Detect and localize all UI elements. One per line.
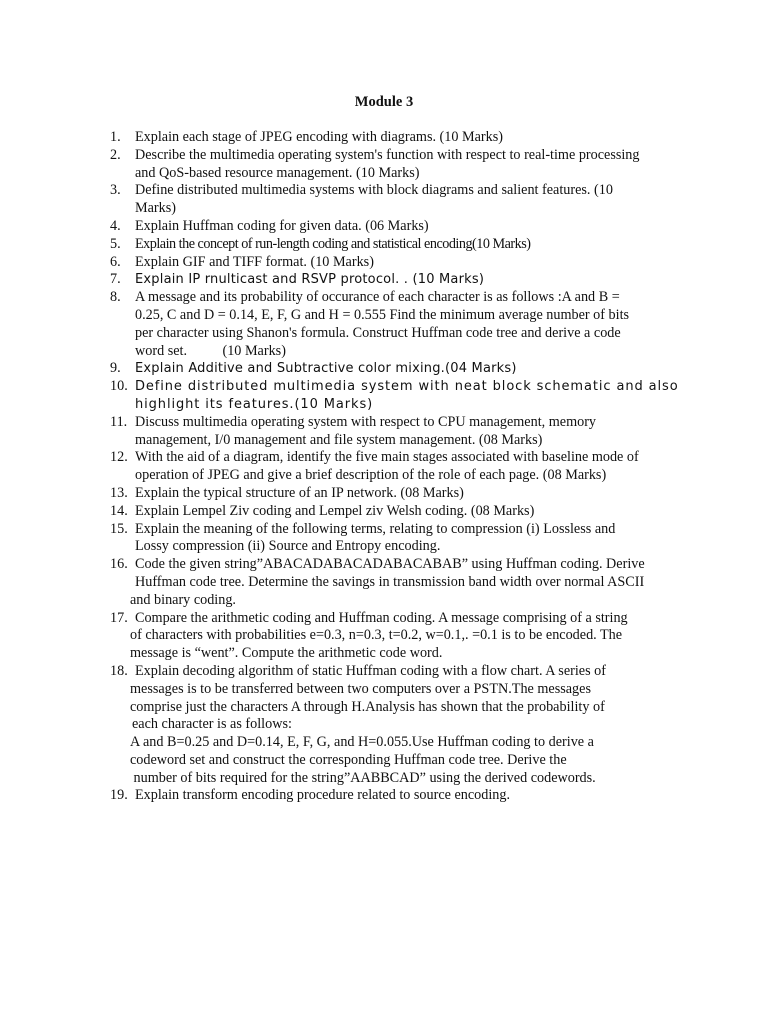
question-item (110, 271, 690, 289)
question-text: With the aid of a diagram, identify the five main stages associated with baseline mode of operation of JPEG and give a brief description of the role of each page. (08 Marks) (135, 449, 639, 484)
question-number: 3. (110, 182, 121, 199)
question-item (110, 414, 690, 450)
question-item (110, 147, 690, 183)
question-number: 1. (110, 129, 121, 145)
question-number: 2. (110, 146, 121, 163)
question-text: Explain transform encoding procedure related to source encoding. (135, 787, 511, 804)
question-number: 12. (110, 449, 128, 466)
question-item (110, 236, 690, 254)
question-number: 6. (110, 253, 121, 270)
question-number: 19. (110, 787, 128, 804)
question-text: Explain the meaning of the following terms, relating to compression (i) Lossless and Lossy compression (ii) Source and Entropy encoding. (135, 520, 616, 555)
question-number: 16. (110, 556, 128, 573)
module-heading: Module 3 (354, 94, 414, 110)
question-number: 7. (110, 271, 121, 288)
question-text: Explain each stage of JPEG encoding with diagrams. (10 Marks) (135, 129, 503, 145)
question-number: 18. (110, 662, 128, 679)
question-item (110, 182, 690, 218)
question-item (110, 218, 690, 236)
question-number: 17. (110, 609, 128, 626)
question-number: 4. (110, 217, 121, 234)
question-item (110, 129, 690, 147)
question-text: Discuss multimedia operating system with respect to CPU management, memory management, I/0 management and file system management. (08 Marks) (135, 413, 597, 448)
question-number: 13. (110, 484, 128, 501)
question-item (110, 485, 690, 503)
question-number: 10. (110, 378, 128, 395)
question-item (110, 360, 690, 378)
question-text: Explain IP rnulticast and RSVP protocol. . (10 Marks) (135, 272, 485, 288)
question-text: Describe the multimedia operating system's function with respect to real-time processing and QoS-based resource management. (10 Marks) (135, 146, 640, 181)
question-item (110, 556, 690, 609)
question-text: Explain Huffman coding for given data. (06 Marks) (135, 217, 429, 234)
question-text: Explain decoding algorithm of static Huffman coding with a flow chart. A series of messages is to be transferred between two computers over a PSTN.The messages comprise just the characters A through H.Analysis has shown that the probability of each character is as follows: A and B=0.25 and D=0.14, E, F, G, and H=0.055.Use Huffman coding to derive a codeword set and construct the corresponding Huffman code tree. Derive the number of bits required for the string”AABBCAD” using the derived codewords. (130, 662, 606, 786)
question-number: 8. (110, 289, 121, 306)
question-item (110, 378, 690, 414)
question-text: A message and its probability of occurance of each character is as follows :A and B = 0.25, C and D = 0.14, E, F, G and H = 0.555 Find the minimum average number of bits per character using Shanon's formula. Construct Huffman code tree and derive a code word set. (10 Marks) (135, 289, 630, 359)
question-item (110, 521, 690, 557)
question-number: 15. (110, 520, 128, 537)
question-text: Define distributed multimedia systems with block diagrams and salient features. (10 Marks) (135, 182, 613, 217)
question-text: Compare the arithmetic coding and Huffman coding. A message comprising of a string of characters with probabilities e=0.3, n=0.3, t=0.2, w=0.1,. =0.1 is to be encoded. The message is “went”. Compute the arithmetic code word. (130, 609, 628, 662)
question-item (110, 663, 690, 788)
question-item (110, 254, 690, 272)
question-number: 9. (110, 360, 121, 377)
question-text: Explain GIF and TIFF format. (10 Marks) (135, 253, 374, 270)
question-item (110, 449, 690, 485)
question-item (110, 289, 690, 360)
question-text: Explain Lempel Ziv coding and Lempel ziv Welsh coding. (08 Marks) (135, 502, 535, 519)
question-number: 5. (110, 235, 121, 252)
question-text: Explain the concept of run-length coding and statistical encoding(10 Marks) (135, 235, 531, 252)
question-item (110, 503, 690, 521)
question-number: 11. (110, 413, 128, 430)
question-number: 14. (110, 502, 128, 519)
question-text: Explain the typical structure of an IP network. (08 Marks) (135, 484, 464, 501)
question-list (110, 129, 690, 805)
question-text: Explain Additive and Subtractive color mixing.(04 Marks) (135, 361, 517, 377)
question-text: Define distributed multimedia system with neat block schematic and also highlight its features.(10 Marks) (135, 379, 679, 412)
question-item (110, 610, 690, 663)
page-title (0, 92, 768, 112)
question-item (110, 787, 690, 805)
question-text: Code the given string”ABACADABACADABACABAB” using Huffman coding. Derive Huffman code tree. Determine the savings in transmission band width over normal ASCII and binary coding. (130, 556, 645, 608)
